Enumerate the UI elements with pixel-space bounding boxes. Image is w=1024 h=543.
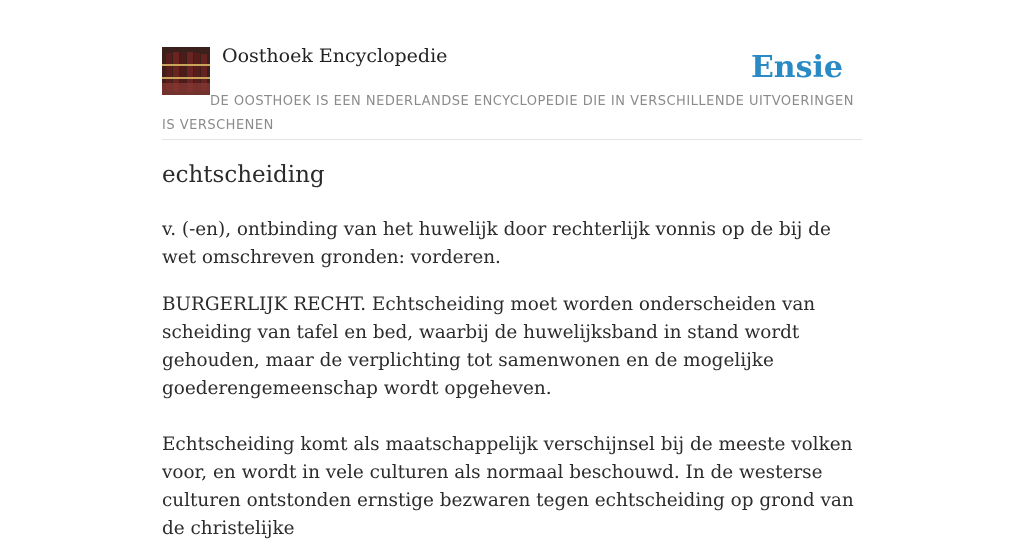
ensie-logo[interactable]: Ensie: [750, 50, 843, 85]
site-tagline: DE OOSTHOEK IS EEN NEDERLANDSE ENCYCLOPEDIE DIE IN VERSCHILLENDE UITVOERINGEN IS VERSCHENEN: [162, 94, 854, 133]
legal-paragraph: [162, 291, 862, 403]
entry-title: echtscheiding: [162, 162, 325, 188]
site-title[interactable]: Oosthoek Encyclopedie: [222, 45, 448, 67]
paragraph-text: v. (-en), ontbinding van het huwelijk door rechterlijk vonnis op de bij de wet omschreven gronden: vorderen.: [162, 219, 831, 268]
page-container: [162, 0, 862, 539]
definition-paragraph: [162, 216, 862, 272]
paragraph-text: Echtscheiding komt als maatschappelijk verschijnsel bij de meeste volken voor, en wordt in vele culturen als normaal beschouwd. In de westerse culturen ontstonden ernstige bezwaren tegen echtscheiding op grond van de christelijke: [162, 434, 854, 539]
site-header: [162, 0, 862, 140]
encyclopedia-avatar[interactable]: [162, 47, 210, 95]
social-paragraph: [162, 431, 862, 543]
book-spines-icon: [162, 47, 210, 95]
paragraph-text: BURGERLIJK RECHT. Echtscheiding moet worden onderscheiden van scheiding van tafel en bed, waarbij de huwelijksband in stand wordt gehouden, maar de verplichting tot samenwonen en de mogelijke goederengemeenschap wordt opgeheven.: [162, 294, 816, 399]
